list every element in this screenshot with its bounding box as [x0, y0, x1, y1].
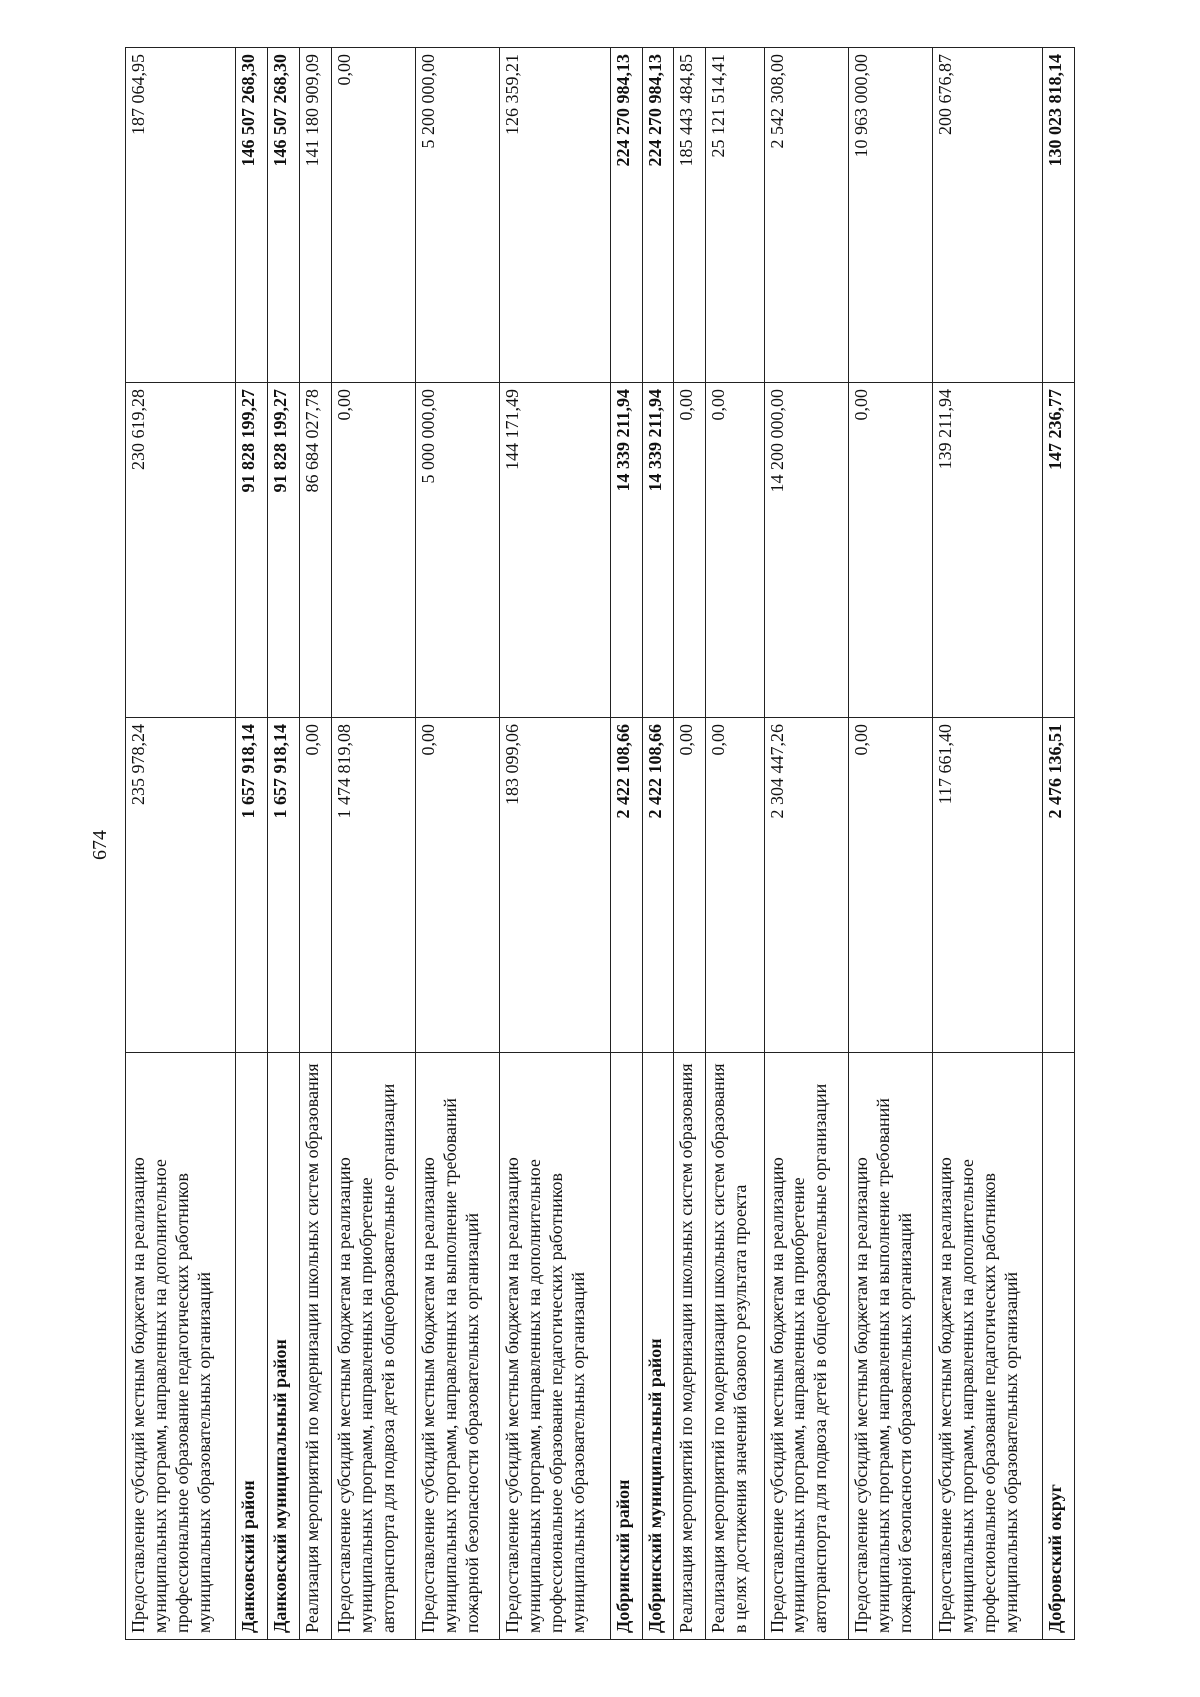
row-value-1: 1 657 918,14	[268, 718, 300, 1053]
row-value-3: 200 676,87	[932, 48, 1042, 383]
row-value-2: 0,00	[706, 383, 764, 718]
row-value-2: 0,00	[848, 383, 932, 718]
row-label: Добровский округ	[1042, 1053, 1074, 1640]
table-row	[642, 48, 674, 1640]
row-value-2: 0,00	[674, 383, 706, 718]
row-value-1: 1 474 819,08	[332, 718, 416, 1053]
row-value-3: 130 023 818,14	[1042, 48, 1074, 383]
row-value-3: 126 359,21	[500, 48, 610, 383]
row-value-2: 230 619,28	[126, 383, 236, 718]
row-value-1: 0,00	[416, 718, 500, 1053]
table-row	[1042, 48, 1074, 1640]
table-row	[848, 48, 932, 1640]
row-value-3: 25 121 514,41	[706, 48, 764, 383]
row-label: Предоставление субсидий местным бюджетам на реализацию муниципальных программ, направленных на выполнение требований пожарной безопасности образовательных организаций	[848, 1053, 932, 1640]
row-value-2: 14 339 211,94	[642, 383, 674, 718]
row-value-1: 117 661,40	[932, 718, 1042, 1053]
row-label: Предоставление субсидий местным бюджетам на реализацию муниципальных программ, направленных на дополнительное профессиональное образование педагогических работников муниципальных образовательных организаций	[126, 1053, 236, 1640]
row-value-2: 5 000 000,00	[416, 383, 500, 718]
row-value-1: 235 978,24	[126, 718, 236, 1053]
row-label: Предоставление субсидий местным бюджетам на реализацию муниципальных программ, направленных на дополнительное профессиональное образование педагогических работников муниципальных образовательных организаций	[500, 1053, 610, 1640]
row-value-2: 14 339 211,94	[610, 383, 642, 718]
row-value-2: 139 211,94	[932, 383, 1042, 718]
row-label: Данковский район	[236, 1053, 268, 1640]
budget-table	[125, 47, 1075, 1640]
row-label: Предоставление субсидий местным бюджетам на реализацию муниципальных программ, направленных на приобретение автотранспорта для подвоза детей в общеобразовательные организации	[332, 1053, 416, 1640]
table-row	[764, 48, 848, 1640]
row-value-1: 2 422 108,66	[610, 718, 642, 1053]
row-value-1: 2 422 108,66	[642, 718, 674, 1053]
row-value-3: 5 200 000,00	[416, 48, 500, 383]
row-value-3: 141 180 909,09	[300, 48, 332, 383]
table-row	[610, 48, 642, 1640]
row-value-2: 91 828 199,27	[236, 383, 268, 718]
row-value-1: 0,00	[300, 718, 332, 1053]
row-value-3: 187 064,95	[126, 48, 236, 383]
row-label: Добринский муниципальный район	[642, 1053, 674, 1640]
row-label: Предоставление субсидий местным бюджетам на реализацию муниципальных программ, направленных на выполнение требований пожарной безопасности образовательных организаций	[416, 1053, 500, 1640]
row-value-2: 14 200 000,00	[764, 383, 848, 718]
row-value-3: 224 270 984,13	[610, 48, 642, 383]
row-value-3: 224 270 984,13	[642, 48, 674, 383]
row-label: Предоставление субсидий местным бюджетам на реализацию муниципальных программ, направленных на дополнительное профессиональное образование педагогических работников муниципальных образовательных организаций	[932, 1053, 1042, 1640]
row-value-1: 2 476 136,51	[1042, 718, 1074, 1053]
row-value-3: 146 507 268,30	[236, 48, 268, 383]
table-row	[300, 48, 332, 1640]
row-value-3: 146 507 268,30	[268, 48, 300, 383]
table-row	[236, 48, 268, 1640]
table-row	[706, 48, 764, 1640]
table-row	[500, 48, 610, 1640]
row-value-2: 86 684 027,78	[300, 383, 332, 718]
page-number: 674	[89, 830, 111, 860]
row-value-2: 0,00	[332, 383, 416, 718]
row-value-2: 147 236,77	[1042, 383, 1074, 718]
row-value-3: 185 443 484,85	[674, 48, 706, 383]
row-label: Данковский муниципальный район	[268, 1053, 300, 1640]
row-value-1: 2 304 447,26	[764, 718, 848, 1053]
row-label: Добринский район	[610, 1053, 642, 1640]
table-row	[332, 48, 416, 1640]
row-value-2: 144 171,49	[500, 383, 610, 718]
row-label: Реализация мероприятий по модернизации школьных систем образования	[300, 1053, 332, 1640]
row-value-1: 0,00	[848, 718, 932, 1053]
row-value-1: 1 657 918,14	[236, 718, 268, 1053]
table-row	[126, 48, 236, 1640]
row-value-3: 2 542 308,00	[764, 48, 848, 383]
row-label: Реализация мероприятий по модернизации школьных систем образования в целях достижения значений базового результата проекта	[706, 1053, 764, 1640]
table-row	[932, 48, 1042, 1640]
row-label: Предоставление субсидий местным бюджетам на реализацию муниципальных программ, направленных на приобретение автотранспорта для подвоза детей в общеобразовательные организации	[764, 1053, 848, 1640]
row-value-1: 0,00	[674, 718, 706, 1053]
row-value-1: 183 099,06	[500, 718, 610, 1053]
table-row	[416, 48, 500, 1640]
row-label: Реализация мероприятий по модернизации школьных систем образования	[674, 1053, 706, 1640]
table-row	[268, 48, 300, 1640]
table-row	[674, 48, 706, 1640]
row-value-3: 0,00	[332, 48, 416, 383]
row-value-2: 91 828 199,27	[268, 383, 300, 718]
budget-table-rotated	[125, 54, 1075, 1640]
row-value-1: 0,00	[706, 718, 764, 1053]
row-value-3: 10 963 000,00	[848, 48, 932, 383]
